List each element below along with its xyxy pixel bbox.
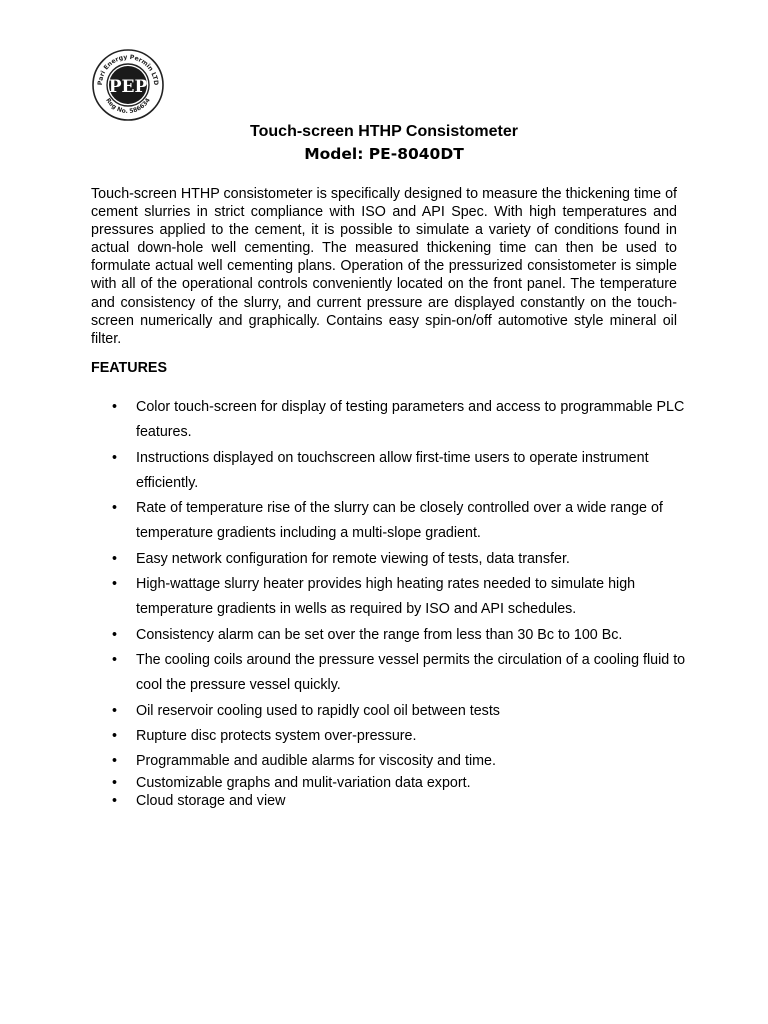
feature-item: • Oil reservoir cooling used to rapidly cool oil between tests — [91, 699, 691, 724]
feature-item: • High-wattage slurry heater provides high heating rates needed to simulate high temperature gradients in wells as required by ISO and API schedules. — [91, 572, 691, 623]
feature-item: • Programmable and audible alarms for viscosity and time. — [91, 749, 691, 774]
document-title: Touch-screen HTHP Consistometer — [250, 123, 518, 140]
logo-monogram: PEP — [108, 77, 148, 97]
feature-item: • Customizable graphs and mulit-variation data export. — [91, 774, 691, 792]
feature-item: • Consistency alarm can be set over the range from less than 30 Bc to 100 Bc. — [91, 623, 691, 648]
model-number: Model: PE-8040DT — [304, 145, 464, 163]
company-logo — [91, 48, 165, 122]
feature-item: • Instructions displayed on touchscreen allow first-time users to operate instrument efficiently. — [91, 446, 691, 497]
feature-item: • Rupture disc protects system over-pressure. — [91, 724, 691, 749]
feature-item: • Cloud storage and view — [91, 792, 691, 810]
feature-item: • Easy network configuration for remote viewing of tests, data transfer. — [91, 547, 691, 572]
feature-item: • The cooling coils around the pressure vessel permits the circulation of a cooling fluid to cool the pressure vessel quickly. — [91, 648, 691, 699]
intro-paragraph: Touch-screen HTHP consistometer is specifically designed to measure the thickening time of cement slurries in strict compliance with ISO and API Spec. With high temperatures and pressures applied to the cement, it is possible to simulate a variety of conditions found in actual down-hole well cementing. The measured thickening time can then be used to formulate actual well cementing plans. Operation of the pressurized consistometer is simple with all of the operational controls conveniently located on the front panel. The temperature and consistency of the slurry, and current pressure are displayed constantly on the touch-screen numerically and graphically. Contains easy spin-on/off automotive style mineral oil filter. — [91, 186, 677, 347]
feature-item: • Rate of temperature rise of the slurry can be closely controlled over a wide range of temperature gradients including a multi-slope gradient. — [91, 496, 691, 547]
features-heading: FEATURES — [91, 360, 167, 376]
features-list — [91, 395, 691, 810]
logo-ring-text-top: Pari Energy Permin LTD — [96, 53, 160, 86]
feature-item: • Color touch-screen for display of testing parameters and access to programmable PLC features. — [91, 395, 691, 446]
logo-ring-text-bottom: Reg No. 586634 — [104, 97, 152, 116]
